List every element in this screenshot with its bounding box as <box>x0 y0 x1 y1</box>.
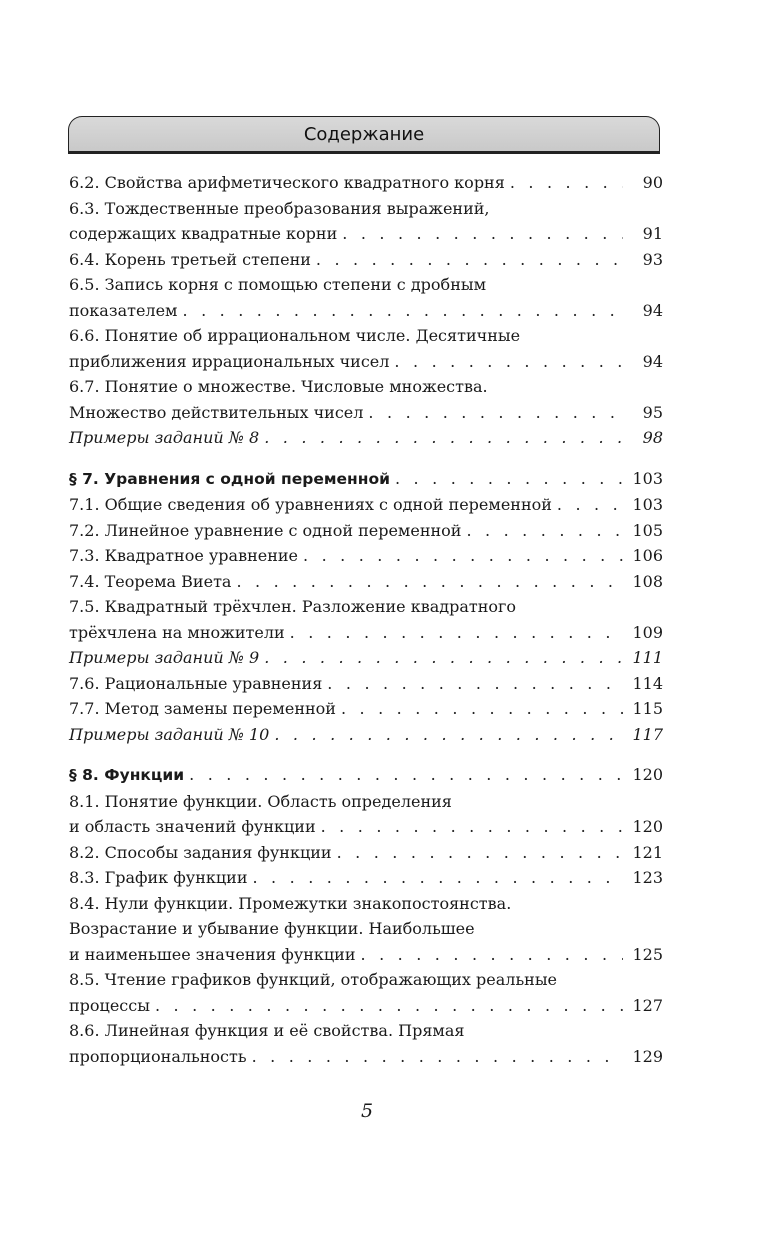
toc-page-number: 120 <box>632 765 663 784</box>
toc-page-number: 127 <box>632 995 663 1015</box>
toc-entry-examples[interactable]: Примеры заданий № 9 . . . 111 <box>69 645 663 671</box>
toc-page-number: 125 <box>632 944 663 964</box>
toc-page-number: 115 <box>632 699 663 718</box>
toc-page-number: 90 <box>642 173 663 192</box>
toc-section-heading[interactable]: § 7. Уравнения с одной переменной . . . 103 <box>69 466 663 493</box>
toc-page-number: 93 <box>642 249 663 269</box>
toc-page-number: 95 <box>642 402 663 422</box>
toc-page-number: 121 <box>632 842 663 862</box>
toc-page-number: 94 <box>642 351 663 371</box>
toc-page-number: 108 <box>632 571 663 591</box>
toc-entry[interactable]: 6.4. Корень третьей степени . . . 93 <box>69 247 663 273</box>
toc-entry[interactable]: 7.6. Рациональные уравнения . . . 114 <box>69 671 663 697</box>
toc-page-number: 91 <box>642 224 663 243</box>
toc-section-heading[interactable]: § 8. Функции . . . 120 <box>69 762 663 789</box>
toc-page-number: 123 <box>632 868 663 887</box>
toc-page-number: 117 <box>632 724 663 744</box>
toc-entry[interactable]: 6.5. Запись корня с помощью степени с дробным показателем . . . 94 <box>69 272 663 323</box>
toc-page-number: 114 <box>632 673 663 693</box>
toc-entry[interactable]: 6.6. Понятие об иррациональном числе. Десятичные приближения иррациональных чисел . . . 94 <box>69 323 663 374</box>
toc-page-number: 105 <box>632 520 663 540</box>
toc-entry[interactable]: 7.4. Теорема Виета . . . 108 <box>69 569 663 595</box>
toc-page-number: 103 <box>632 468 663 488</box>
toc-page-number: 129 <box>632 1046 663 1066</box>
toc-entry[interactable]: 8.6. Линейная функция и её свойства. Прямая пропорциональность . . . 129 <box>69 1018 663 1069</box>
page-header-title: Содержание <box>303 124 425 145</box>
toc-entry[interactable]: 8.4. Нули функции. Промежутки знакопостоянства. Возрастание и убывание функции. Наибольшее и наименьшее значения функции . . . 125 <box>69 891 663 968</box>
toc-page-number: 106 <box>632 546 663 565</box>
table-of-contents <box>69 170 663 1069</box>
toc-entry[interactable]: 6.2. Свойства арифметического квадратного корня . . . 90 <box>69 170 663 196</box>
toc-entry[interactable]: 7.2. Линейное уравнение с одной переменной . . . 105 <box>69 518 663 544</box>
toc-entry[interactable]: 7.1. Общие сведения об уравнениях с одной переменной . . . 103 <box>69 492 663 518</box>
toc-page-number: 111 <box>632 648 663 667</box>
toc-page-number: 94 <box>642 300 663 320</box>
page-header <box>68 116 660 154</box>
toc-page-number: 98 <box>642 428 663 447</box>
toc-entry[interactable]: 6.3. Тождественные преобразования выражений, содержащих квадратные корни . . . 91 <box>69 196 663 247</box>
toc-page-number: 103 <box>632 495 663 514</box>
toc-entry[interactable]: 8.2. Способы задания функции . . . 121 <box>69 840 663 866</box>
toc-entry[interactable]: 7.3. Квадратное уравнение . . . 106 <box>69 543 663 569</box>
toc-entry-examples[interactable]: Примеры заданий № 10 . . . 117 <box>69 722 663 748</box>
toc-page-number: 120 <box>632 817 663 836</box>
page-number: 5 <box>360 1100 374 1122</box>
toc-entry[interactable]: 7.7. Метод замены переменной . . . 115 <box>69 696 663 722</box>
toc-entry[interactable]: 8.5. Чтение графиков функций, отображающих реальные процессы . . . 127 <box>69 967 663 1018</box>
toc-entry[interactable]: 7.5. Квадратный трёхчлен. Разложение квадратного трёхчлена на множители . . . 109 <box>69 594 663 645</box>
toc-entry-examples[interactable]: Примеры заданий № 8 . . . 98 <box>69 425 663 451</box>
toc-entry[interactable]: 8.3. График функции . . . 123 <box>69 865 663 891</box>
toc-page-number: 109 <box>632 622 663 642</box>
toc-entry[interactable]: 8.1. Понятие функции. Область определения и область значений функции . . . 120 <box>69 789 663 840</box>
toc-entry[interactable]: 6.7. Понятие о множестве. Числовые множества. Множество действительных чисел . . . 95 <box>69 374 663 425</box>
